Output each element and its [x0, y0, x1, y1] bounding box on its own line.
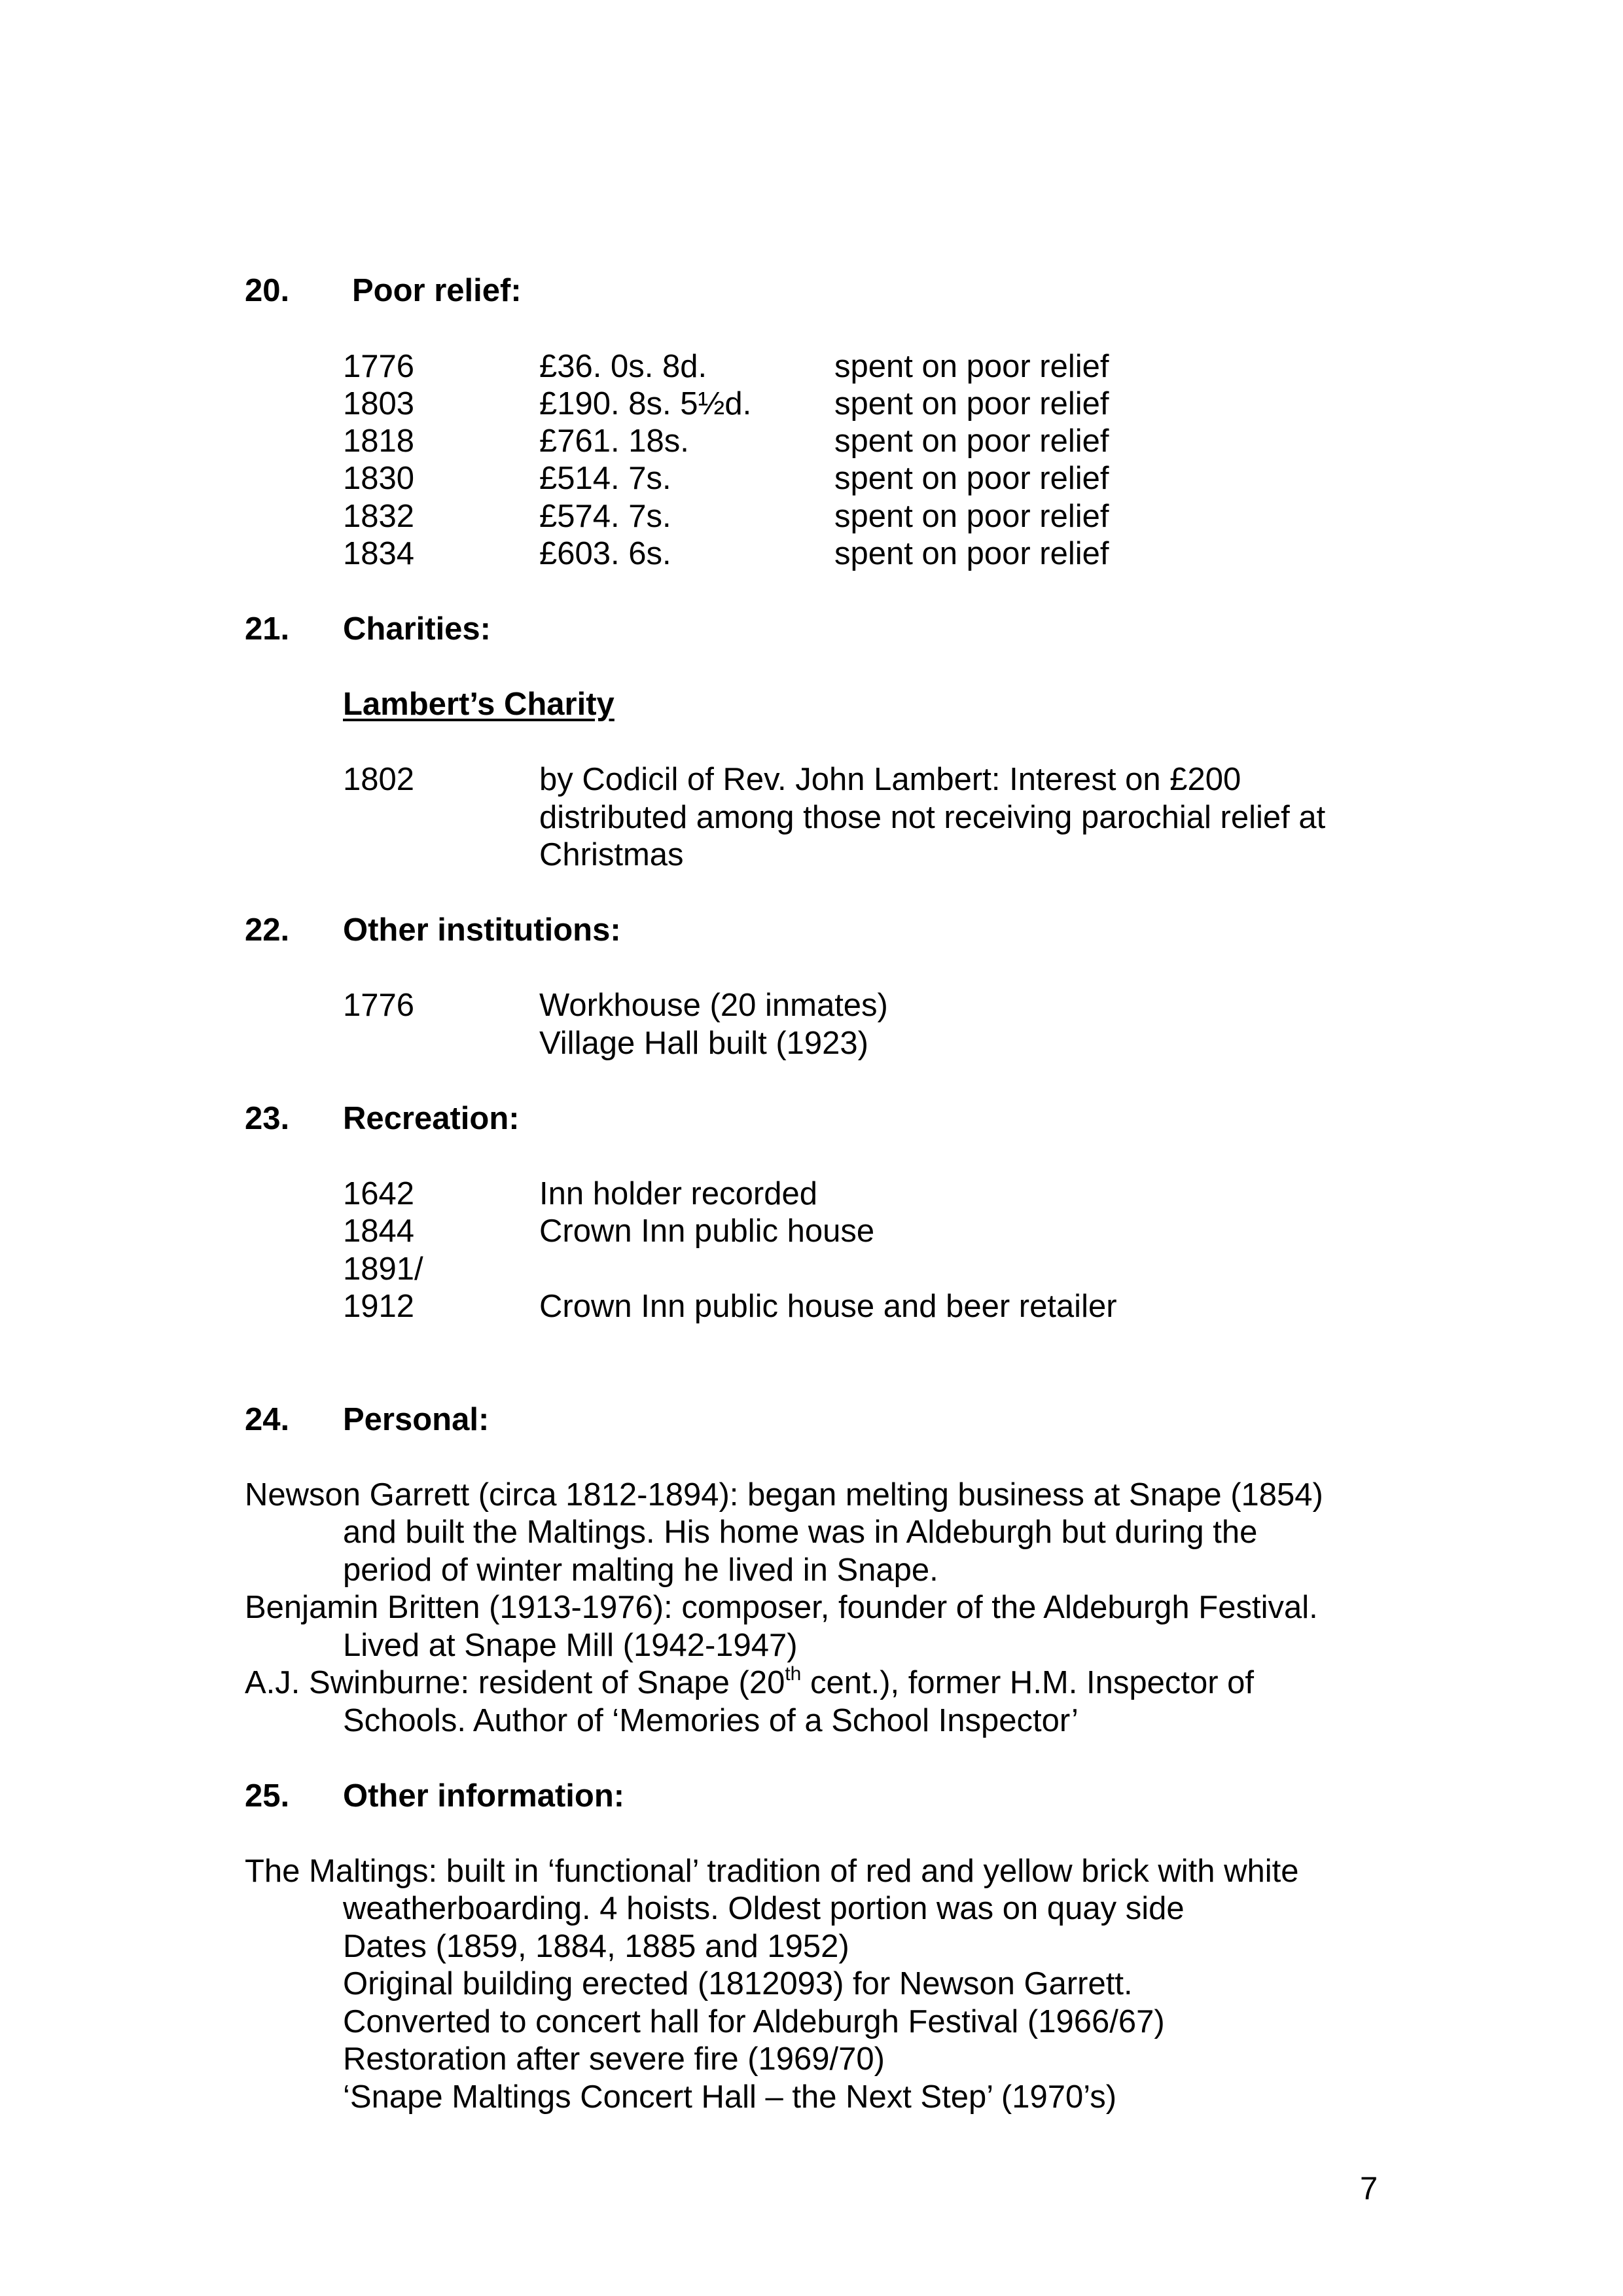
charity-subtitle: Lambert’s Charity [343, 687, 615, 722]
recreation-year: 1642 [343, 1176, 415, 1211]
charity-line: Christmas [539, 837, 684, 872]
maltings-line: The Maltings: built in ‘functional’ tradition of red and yellow brick with white [245, 1854, 1299, 1889]
recreation-text: Inn holder recorded [539, 1176, 817, 1211]
personal-swinburne-line [245, 1663, 1255, 1700]
charity-line: distributed among those not receiving parochial relief at [539, 800, 1326, 835]
recreation-text: Crown Inn public house and beer retailer [539, 1289, 1117, 1324]
section-25-title: Other information: [343, 1778, 625, 1814]
row-year: 1776 [343, 349, 415, 384]
maltings-line: ‘Snape Maltings Concert Hall – the Next Step’ (1970’s) [343, 2079, 1117, 2115]
row-year: 1834 [343, 536, 415, 571]
row-year: 1818 [343, 423, 415, 459]
section-22-number: 22. [245, 912, 290, 948]
section-25-number: 25. [245, 1778, 290, 1814]
institution-line: Village Hall built (1923) [539, 1026, 868, 1061]
swinburne-text: A.J. Swinburne: resident of Snape (20 [245, 1665, 785, 1700]
section-23-number: 23. [245, 1101, 290, 1136]
row-amount: £514. 7s. [539, 461, 671, 496]
section-20-number: 20. [245, 273, 290, 308]
personal-britten-line: Benjamin Britten (1913-1976): composer, founder of the Aldeburgh Festival. [245, 1590, 1318, 1625]
row-note: spent on poor relief [834, 386, 1109, 422]
institution-year: 1776 [343, 988, 415, 1023]
maltings-line: Restoration after severe fire (1969/70) [343, 2041, 885, 2077]
row-amount: £761. 18s. [539, 423, 689, 459]
personal-swinburne-line: Schools. Author of ‘Memories of a School Inspector’ [343, 1703, 1079, 1738]
row-note: spent on poor relief [834, 349, 1109, 384]
maltings-line: weatherboarding. 4 hoists. Oldest portion was on quay side [343, 1891, 1185, 1926]
page-number: 7 [1360, 2171, 1378, 2206]
row-amount: £36. 0s. 8d. [539, 349, 707, 384]
row-note: spent on poor relief [834, 536, 1109, 571]
recreation-year: 1844 [343, 1213, 415, 1249]
maltings-line: Original building erected (1812093) for Newson Garrett. [343, 1966, 1133, 2001]
swinburne-text: cent.), former H.M. Inspector of [801, 1665, 1255, 1700]
section-24-title: Personal: [343, 1402, 490, 1437]
section-24-number: 24. [245, 1402, 290, 1437]
row-year: 1832 [343, 499, 415, 534]
recreation-year: 1912 [343, 1289, 415, 1324]
maltings-line: Converted to concert hall for Aldeburgh Festival (1966/67) [343, 2004, 1165, 2039]
row-note: spent on poor relief [834, 499, 1109, 534]
charity-line: by Codicil of Rev. John Lambert: Interest on £200 [539, 762, 1241, 797]
row-amount: £190. 8s. 5½d. [539, 386, 752, 422]
section-21-number: 21. [245, 611, 290, 647]
recreation-text: Crown Inn public house [539, 1213, 875, 1249]
row-amount: £574. 7s. [539, 499, 671, 534]
row-amount: £603. 6s. [539, 536, 671, 571]
section-20-title: Poor relief: [352, 273, 522, 308]
personal-britten-line: Lived at Snape Mill (1942-1947) [343, 1628, 798, 1663]
institution-line: Workhouse (20 inmates) [539, 988, 888, 1023]
charity-year: 1802 [343, 762, 415, 797]
recreation-year: 1891/ [343, 1251, 423, 1287]
personal-garrett-line: Newson Garrett (circa 1812-1894): began melting business at Snape (1854) [245, 1477, 1323, 1513]
ordinal-superscript: th [785, 1663, 802, 1685]
row-year: 1830 [343, 461, 415, 496]
personal-garrett-line: period of winter malting he lived in Snape. [343, 1552, 938, 1588]
section-21-title: Charities: [343, 611, 491, 647]
row-year: 1803 [343, 386, 415, 422]
section-23-title: Recreation: [343, 1101, 520, 1136]
row-note: spent on poor relief [834, 423, 1109, 459]
maltings-line: Dates (1859, 1884, 1885 and 1952) [343, 1929, 849, 1964]
personal-garrett-line: and built the Maltings. His home was in Aldeburgh but during the [343, 1515, 1258, 1550]
section-22-title: Other institutions: [343, 912, 621, 948]
row-note: spent on poor relief [834, 461, 1109, 496]
